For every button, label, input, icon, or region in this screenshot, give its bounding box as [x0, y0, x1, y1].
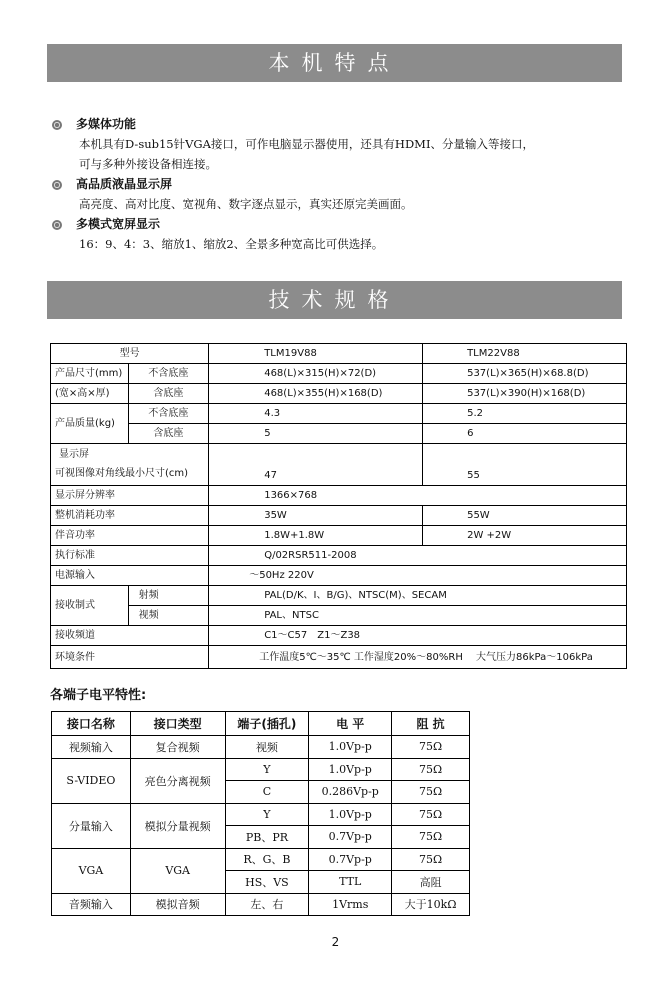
feature-text: 可与多种外接设备相连接。 [79, 157, 217, 171]
terminal-cell: 0.7Vp-p [309, 848, 392, 871]
terminal-cell: S-VIDEO [52, 758, 131, 803]
terminal-cell: 分量输入 [52, 803, 131, 848]
terminal-cell: 1.0Vp-p [309, 736, 392, 759]
feature-display [52, 174, 632, 214]
feature-title: 多模式宽屏显示 [76, 217, 161, 231]
bullet-icon [52, 180, 62, 190]
spec-value: 6 [423, 424, 627, 444]
section-banner-specs: 技术规格 [47, 281, 622, 319]
spec-label [51, 444, 209, 486]
terminal-header: 端子(插孔) [225, 712, 309, 736]
spec-value: 工作温度5℃～35℃ 工作湿度20%～80%RH 大气压力86kPa～106kPa [209, 646, 627, 669]
terminal-cell: 模拟音频 [130, 893, 225, 916]
spec-label: 执行标准 [51, 546, 209, 566]
bullet-icon [52, 120, 62, 130]
spec-value: C1～C57 Z1～Z38 [209, 626, 627, 646]
spec-value: 35W [209, 506, 423, 526]
spec-value: Q/02RSR511-2008 [209, 546, 627, 566]
table-row [52, 893, 470, 916]
terminal-cell: 75Ω [392, 803, 470, 826]
feature-text: 16：9、4：3、缩放1、缩放2、全景多种宽高比可供选择。 [79, 237, 384, 251]
spec-label: 伴音功率 [51, 526, 209, 546]
terminal-cell: 视频输入 [52, 736, 131, 759]
spec-value: 537(L)×365(H)×68.8(D) [423, 364, 627, 384]
terminal-header: 阻 抗 [392, 712, 470, 736]
feature-multimedia [52, 114, 632, 174]
spec-label: 产品质量(kg) [51, 404, 129, 444]
spec-label: 产品尺寸(mm) [51, 364, 129, 384]
spec-label: 显示屏分辨率 [51, 486, 209, 506]
terminal-cell: 75Ω [392, 826, 470, 849]
table-row [52, 736, 470, 759]
terminal-cell: HS、VS [225, 871, 309, 894]
spec-table [50, 343, 627, 669]
terminal-cell: 高阻 [392, 871, 470, 894]
spec-value: 5.2 [423, 404, 627, 424]
terminal-header: 接口名称 [52, 712, 131, 736]
feature-widescreen [52, 214, 632, 254]
spec-label: 接收制式 [51, 586, 129, 626]
spec-value: 4.3 [209, 404, 423, 424]
spec-label-screen: 显示屏 [59, 449, 89, 460]
terminal-cell: Y [225, 803, 309, 826]
spec-label-diag: 可视图像对角线最小尺寸(cm) [55, 468, 189, 479]
terminal-header-row [52, 712, 470, 736]
terminals-title: 各端子电平特性: [50, 688, 147, 703]
terminal-cell: C [225, 781, 309, 804]
table-row [52, 803, 470, 826]
spec-label: 不含底座 [128, 404, 209, 424]
terminal-cell: PB、PR [225, 826, 309, 849]
spec-label: 整机消耗功率 [51, 506, 209, 526]
spec-value: 537(L)×390(H)×168(D) [423, 384, 627, 404]
terminal-cell: 0.286Vp-p [309, 781, 392, 804]
feature-title: 多媒体功能 [76, 117, 137, 131]
terminal-cell: 75Ω [392, 781, 470, 804]
feature-text: 高亮度、高对比度、宽视角、数字逐点显示，真实还原完美画面。 [79, 197, 413, 211]
spec-value: 55 [423, 444, 627, 486]
spec-label: 射频 [128, 586, 209, 606]
terminal-cell: 视频 [225, 736, 309, 759]
spec-value: ～50Hz 220V [209, 566, 627, 586]
terminal-cell: 1.0Vp-p [309, 758, 392, 781]
feature-title: 高品质液晶显示屏 [76, 177, 173, 191]
table-row [52, 848, 470, 871]
terminal-cell: VGA [130, 848, 225, 893]
spec-value: 1366×768 [209, 486, 627, 506]
spec-value: PAL(D/K、I、B/G)、NTSC(M)、SECAM [209, 586, 627, 606]
terminal-cell: 音频输入 [52, 893, 131, 916]
spec-value: 468(L)×355(H)×168(D) [209, 384, 423, 404]
spec-value: 2W +2W [423, 526, 627, 546]
terminal-cell: 复合视频 [130, 736, 225, 759]
spec-value: 47 [209, 444, 423, 486]
spec-value: 5 [209, 424, 423, 444]
spec-label: (宽×高×厚) [51, 384, 129, 404]
terminal-cell: 亮色分离视频 [130, 758, 225, 803]
terminal-cell: 模拟分量视频 [130, 803, 225, 848]
terminal-cell: 75Ω [392, 758, 470, 781]
bullet-icon [52, 220, 62, 230]
spec-value: 1.8W+1.8W [209, 526, 423, 546]
terminal-header: 电 平 [309, 712, 392, 736]
feature-text: 本机具有D-sub15针VGA接口，可作电脑显示器使用，还具有HDMI、分量输入等接口， [79, 137, 534, 151]
terminal-cell: 1Vrms [309, 893, 392, 916]
terminal-table [51, 711, 470, 916]
terminal-cell: R、G、B [225, 848, 309, 871]
spec-label: 视频 [128, 606, 209, 626]
spec-label: 环境条件 [51, 646, 209, 669]
terminal-cell: 左、右 [225, 893, 309, 916]
spec-value: PAL、NTSC [209, 606, 627, 626]
spec-label: 不含底座 [128, 364, 209, 384]
spec-label: 含底座 [128, 384, 209, 404]
terminal-header: 接口类型 [130, 712, 225, 736]
terminal-cell: 75Ω [392, 848, 470, 871]
spec-label: 接收频道 [51, 626, 209, 646]
spec-value: 468(L)×315(H)×72(D) [209, 364, 423, 384]
terminal-cell: 75Ω [392, 736, 470, 759]
terminal-cell: 1.0Vp-p [309, 803, 392, 826]
table-row [52, 758, 470, 781]
terminal-cell: VGA [52, 848, 131, 893]
terminal-cell: 0.7Vp-p [309, 826, 392, 849]
spec-label: 电源输入 [51, 566, 209, 586]
terminal-cell: 大于10kΩ [392, 893, 470, 916]
spec-value: TLM22V88 [423, 344, 627, 364]
spec-label: 型号 [51, 344, 209, 364]
terminal-cell: Y [225, 758, 309, 781]
section-banner-features: 本机特点 [47, 44, 622, 82]
page-number: 2 [331, 935, 340, 949]
terminal-cell: TTL [309, 871, 392, 894]
spec-label: 含底座 [128, 424, 209, 444]
spec-value: 55W [423, 506, 627, 526]
spec-value: TLM19V88 [209, 344, 423, 364]
